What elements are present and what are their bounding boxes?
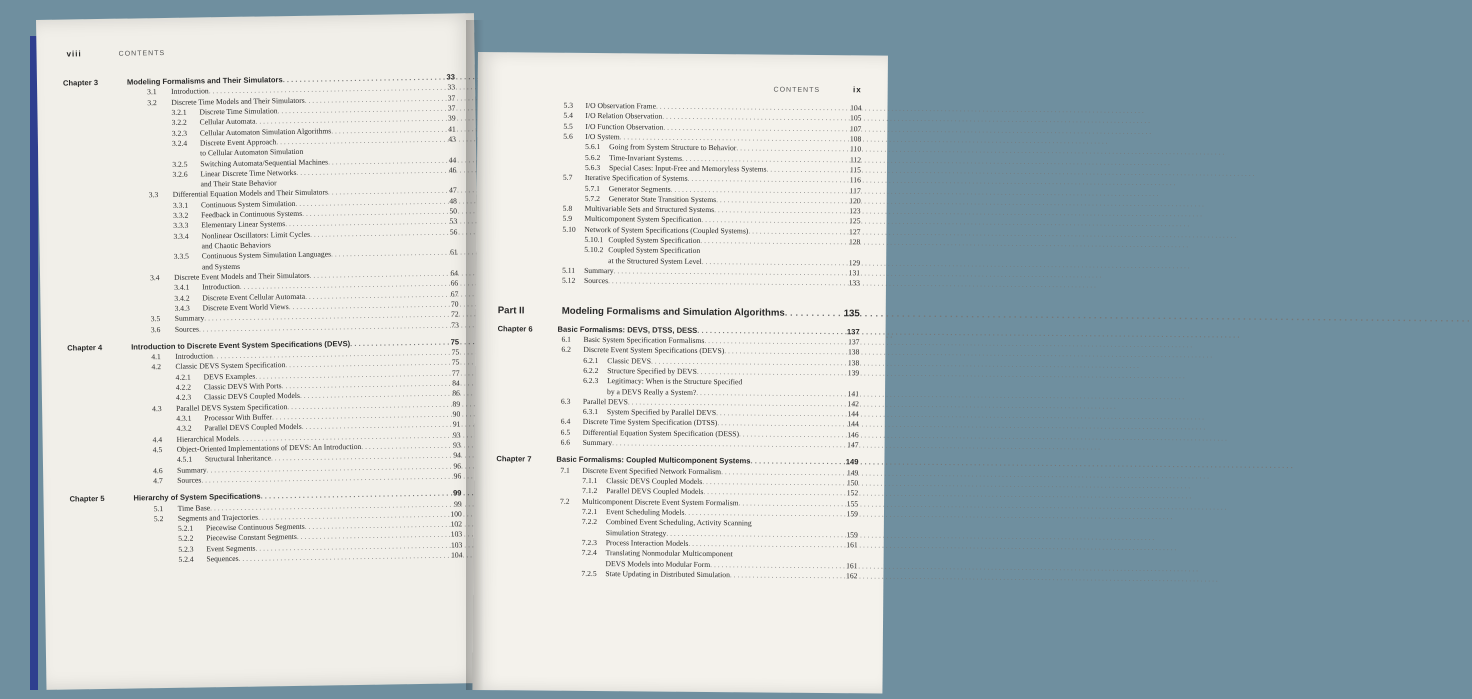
section-title: Iterative Specification of Systems [584,173,688,184]
leader-dots [700,236,847,248]
section-title: Continuous System Simulation Languages [201,249,332,261]
section-number: 5.7 [562,172,573,183]
page-number: 149 [845,457,859,467]
section-title: Processor With Buffer [204,412,273,423]
left-running-head-title: CONTENTS [118,49,166,58]
section-title: State Updating in Distributed Simulation [605,568,730,580]
section-number: 5.7.1 [584,183,601,193]
section-title: I/O System [585,131,620,142]
section-title: I/O Observation Frame [585,100,657,111]
section-number: 5.3 [563,100,574,110]
section-number: 3.2.3 [171,128,188,138]
page-number: 108 [849,134,862,144]
leader-dots [310,227,448,239]
page-number: 115 [849,165,862,175]
leader-dots [766,164,847,175]
page-number: 73 [451,319,459,330]
section-number: 5.6.3 [584,162,601,172]
right-toc [495,100,861,581]
section-title: Introduction [202,282,240,292]
section-number: 3.3.4 [173,231,189,241]
section-title: Multicomponent System Specification [584,214,702,225]
page-number: 138 [847,347,860,357]
section-title: Cellular Automaton Simulation Algorithms [199,125,332,138]
section-title: Sources [174,323,199,334]
page-number: 105 [850,113,862,123]
section-title: Introduction [175,351,213,361]
page-number: 159 [846,509,859,519]
page-number: 84 [452,378,460,388]
part-label: Part II [497,304,525,317]
section-title: Time Base [177,502,211,513]
page-number: 67 [450,288,459,299]
section-number: 4.5.1 [176,454,193,465]
page-number: 100 [450,509,462,519]
section-number: 4.4 [152,434,163,444]
page-number: 96 [453,460,462,471]
page-number: 104 [850,103,862,113]
section-number: 5.10.2 [584,245,604,255]
section-title: Piecewise Continuous Segments [205,521,305,533]
page-number: 90 [452,409,461,419]
section-title-continued: and Chaotic Behaviors [201,240,271,251]
page-number: 117 [849,185,861,195]
left-page-number: viii [66,49,82,59]
page-number: 133 [848,278,861,288]
page-number: 75 [451,357,460,367]
section-title: Generator State Transition Systems [608,193,717,204]
page-number: 70 [450,299,459,309]
toc-section-entry [498,275,860,288]
page-number: 146 [847,430,859,440]
page-number: 152 [846,488,859,498]
section-number: 3.3.2 [173,210,189,220]
section-title: Linear Discrete Time Networks [200,167,297,179]
page-number: 102 [450,519,463,529]
section-title: Process Interaction Models [605,538,689,548]
section-title: Translating Nonmodular Multicomponent [605,548,733,559]
section-number: 6.4 [560,417,571,427]
section-title: Coupled System Specification [608,235,701,246]
section-title: Going from System Structure to Behavior [609,142,737,153]
section-number: 4.7 [153,475,163,486]
chapter-label: Chapter 6 [497,323,533,334]
page-number: 144 [847,409,859,419]
section-number: 3.2.1 [171,107,187,117]
section-number: 3.4.1 [174,282,190,293]
page-number: 72 [451,309,459,319]
section-title: Parallel DEVS System Specification [176,401,288,413]
section-title: Summary [177,464,207,475]
leader-dots [608,276,847,288]
section-number: 5.6.2 [585,152,601,162]
section-number: 5.2 [153,513,164,524]
section-title: Parallel DEVS Coupled Models [606,486,704,497]
section-title: Structural Inheritance [204,453,271,464]
page-number: 33 [446,72,456,82]
section-number: 3.3.3 [173,221,189,231]
section-number: 7.2.5 [581,568,597,578]
page-number: 139 [847,368,860,378]
section-title-continued: and Their State Behavior [200,178,277,189]
section-title: Differential Equation Models and Their Simulators [172,187,328,200]
page-number: 137 [846,326,860,337]
page-number: 129 [848,257,861,268]
section-number: 5.11 [562,265,576,275]
section-number: 5.6 [563,131,573,141]
page-number: 64 [450,268,459,278]
toc-part-entry [498,304,860,320]
section-title: Discrete Event World Views [202,301,289,313]
page-number: 53 [449,216,458,226]
section-title-continued: to Cellular Automaton Simulation [200,147,304,158]
section-title: Legitimacy: When is the Structure Specified [607,376,743,387]
page-number: 161 [846,560,858,570]
section-title: Discrete Event Approach [199,137,277,148]
section-number: 7.2.2 [581,517,598,527]
left-toc [63,65,463,566]
section-title: Combined Event Scheduling, Activity Scanning [605,517,752,528]
section-title: Summary [582,438,613,448]
section-title: Sequences [206,553,239,564]
page-number: 48 [449,196,457,206]
section-title: Summary [584,265,614,276]
section-title: Nonlinear Oscillators: Limit Cycles [201,229,311,241]
chapter-title: Basic Formalisms: Coupled Multicomponent Systems [556,455,751,466]
section-number: 6.3.1 [582,407,599,417]
page-number: 155 [846,498,859,509]
page-number: 99 [453,498,462,508]
page-number: 162 [846,571,858,581]
page-number: 61 [450,247,458,257]
section-title: Piecewise Constant Segments [206,532,297,543]
section-number: 3.2.5 [172,159,188,169]
chapter-label: Chapter 3 [62,78,99,88]
page-number: 123 [849,206,861,216]
page-number: 89 [452,399,461,409]
page-number: 161 [846,540,858,550]
leader-dots [238,551,449,565]
section-title: Classic DEVS Coupled Models [203,391,300,402]
section-number: 5.7.2 [584,193,600,203]
section-title: Network of System Specifications (Coupled Systems) [584,224,749,236]
section-number: 4.6 [153,465,163,475]
section-title: DEVS Examples [203,371,256,382]
section-number: 6.1 [561,334,572,344]
page-number: 103 [450,540,463,550]
section-number: 3.2.6 [172,169,188,179]
page-number: 127 [849,226,861,237]
section-title: Parallel DEVS [582,396,628,407]
section-title-continued: DEVS Models into Modular Form [605,558,711,569]
section-number: 3.2 [147,97,157,107]
section-title: Continuous System Simulation [200,198,296,210]
section-number: 7.2.3 [581,537,597,547]
section-number: 5.5 [563,121,573,131]
part-title: Modeling Formalisms and Simulation Algorithms [561,305,785,319]
page-number: 77 [451,368,460,378]
section-number: 3.2.2 [171,117,187,128]
section-number: 4.1 [151,352,161,362]
chapter-label: Chapter 5 [69,494,105,504]
page-number: 137 [848,337,860,347]
chapter-title: Modeling Formalisms and Their Simulators [126,75,283,87]
page-number: 91 [452,419,461,429]
section-number: 4.2.2 [175,382,192,392]
page-number: 66 [450,278,459,288]
right-running-head [774,85,862,95]
section-title: Introduction [171,86,209,97]
section-number: 3.3.1 [172,200,189,210]
section-number: 3.3 [148,190,159,200]
section-number: 7.2 [560,496,570,506]
toc-section-entry [495,568,857,581]
page-number: 75 [451,347,460,357]
section-number: 3.6 [150,324,161,334]
page-number: 147 [847,440,859,450]
chapter-title: Introduction to Discrete Event System Specifications (DEVS) [131,338,351,352]
section-number: 5.10 [562,224,576,234]
page-number: 149 [846,467,859,478]
page-number: 120 [849,196,861,206]
page-number: 46 [448,165,457,175]
page-number: 37 [447,93,456,103]
page-number: 43 [448,134,456,144]
section-title: Discrete Time System Specification (DTSS) [582,417,718,428]
section-title: System Specified by Parallel DEVS [606,407,717,418]
section-title: Coupled System Specification [608,245,701,256]
leader-dots [785,306,842,320]
page-number: 86 [452,388,460,398]
section-number: 5.10.1 [584,234,604,245]
section-title: Sources [177,475,202,485]
section-title: Discrete Event Specified Network Formalism [582,465,722,476]
spine-shadow [466,20,484,690]
section-number: 4.3.1 [176,413,192,423]
section-title: Generator Segments [608,183,671,194]
section-title: Hierarchical Models [176,433,239,444]
section-number: 7.1.1 [582,475,598,486]
section-title: Basic System Specification Formalisms [583,334,705,345]
section-number: 3.2.4 [171,138,188,148]
section-number: 3.3.5 [173,251,189,262]
page-number: 138 [847,357,860,367]
chapter-label: Chapter 7 [496,454,532,464]
page-number: 94 [453,450,461,460]
section-number: 3.4.2 [174,293,190,303]
section-title: Discrete Event Cellular Automata [202,291,306,302]
page-number: 141 [847,388,860,398]
section-title: Multicomponent Discrete Event System Formalism [582,496,739,507]
section-number: 3.5 [150,314,161,324]
section-number: 7.1 [560,465,570,475]
right-page [472,52,888,694]
section-title: Time-Invariant Systems [609,152,683,163]
section-number: 5.2.2 [178,534,194,544]
section-title: Cellular Automata [199,116,256,127]
section-number: 6.5 [560,427,571,437]
page-number: 107 [849,123,862,133]
section-number: 5.4 [563,111,573,121]
page-number: 56 [449,227,458,237]
page-number: 159 [846,529,858,539]
section-number: 5.8 [562,203,573,213]
page-number: 93 [453,440,461,450]
page-number: 93 [452,430,461,440]
section-title: Segments and Trajectories [177,512,259,523]
page-number: 50 [449,206,458,216]
page-number: 112 [849,154,862,164]
section-number: 4.3.2 [176,423,192,434]
page-number: 135 [843,307,860,319]
page-number: 144 [847,419,859,429]
page-number: 150 [846,478,859,488]
section-title: I/O Relation Observation [585,111,663,121]
chapter-label: Chapter 4 [67,342,103,353]
section-title: Discrete Event Models and Their Simulators [173,270,310,282]
leader-dots [730,570,844,581]
section-title: Structure Specified by DEVS [607,366,697,376]
section-number: 6.2.1 [583,355,599,365]
section-number: 5.9 [562,214,573,224]
section-title: Differential Equation System Specification (DESS) [582,427,740,439]
section-title: Classic DEVS System Specification [175,360,286,372]
section-number: 4.5 [152,445,163,455]
section-title: Object-Oriented Implementations of DEVS: An Introduction [176,441,362,454]
section-title: Event Segments [206,543,256,554]
section-number: 4.2 [151,362,162,372]
section-number: 5.2.4 [178,554,194,564]
section-title: Feedback in Continuous Systems [201,208,303,220]
section-title: Switching Automata/Sequential Machines [200,156,329,168]
section-number: 5.6.1 [585,142,601,152]
leader-dots [612,438,845,450]
section-title: Event Scheduling Models [605,507,685,517]
page-number: 116 [849,175,861,185]
page-number: 33 [447,82,456,92]
section-title: Classic DEVS Coupled Models [606,476,703,487]
page-number: 96 [453,471,462,481]
page-number: 75 [450,337,460,347]
section-number: 3.4.3 [174,303,190,313]
page-number: 131 [848,268,861,278]
section-number: 4.2.1 [175,372,191,382]
section-title: Summary [174,313,205,324]
page-number: 103 [450,529,463,539]
section-number: 4.2.3 [175,392,192,403]
section-number: 3.4 [149,273,160,283]
section-number: 7.2.4 [581,548,597,558]
section-title-continued: and Systems [201,261,241,272]
section-title-continued: by a DEVS Really a System? [607,386,697,397]
page-number: 110 [850,144,862,154]
page-number: 104 [450,550,463,560]
right-page-number: ix [852,85,862,95]
page-number: 39 [447,113,456,123]
section-title: Special Cases: Input-Free and Memoryless Systems [608,163,767,174]
page-number: 44 [448,154,457,165]
page-number: 142 [847,399,859,409]
section-title: Sources [583,276,609,286]
chapter-title: Basic Formalisms: DEVS, DTSS, DESS [557,324,698,335]
section-number: 4.3 [152,403,162,413]
left-running-head [66,48,165,59]
toc-section-entry [497,437,859,450]
page-number: 41 [448,123,456,134]
section-number: 5.2.1 [177,523,194,533]
section-number: 5.1 [153,503,164,513]
section-number: 6.3 [560,396,571,406]
section-title: Classic DEVS With Ports [203,381,282,392]
page-number: 47 [449,185,457,195]
section-title: Discrete Time Simulation [199,106,278,117]
section-number: 5.12 [561,276,576,286]
section-number: 6.2.3 [583,376,599,386]
section-number: 6.2 [561,345,571,355]
section-number: 5.2.3 [178,544,194,554]
section-title: Classic DEVS [607,355,652,366]
section-title: Discrete Event System Specifications (DEVS) [583,345,725,356]
section-number: 7.2.1 [581,506,598,517]
section-number: 3.1 [147,87,157,97]
section-title: Parallel DEVS Coupled Models [204,422,302,433]
page-number: 128 [848,237,861,247]
page-number: 99 [452,488,462,498]
left-page [36,13,484,690]
section-title: Discrete Time Models and Their Simulators [171,95,305,107]
section-title-continued: Simulation Strategy [605,527,667,538]
section-title: Elementary Linear Systems [201,219,286,230]
section-number: 7.1.2 [582,486,598,496]
page-number: 125 [849,216,861,226]
leader-dots [331,248,448,260]
section-number: 6.2.2 [583,365,599,375]
chapter-title: Hierarchy of System Specifications [133,491,261,503]
section-number: 6.6 [560,437,571,447]
right-running-head-title: CONTENTS [773,86,821,94]
section-title-continued: at the Structured System Level [608,255,702,266]
section-title: Multivariable Sets and Structured Systems [584,204,715,215]
section-title: I/O Function Observation [585,121,664,132]
page-number: 37 [447,103,456,113]
